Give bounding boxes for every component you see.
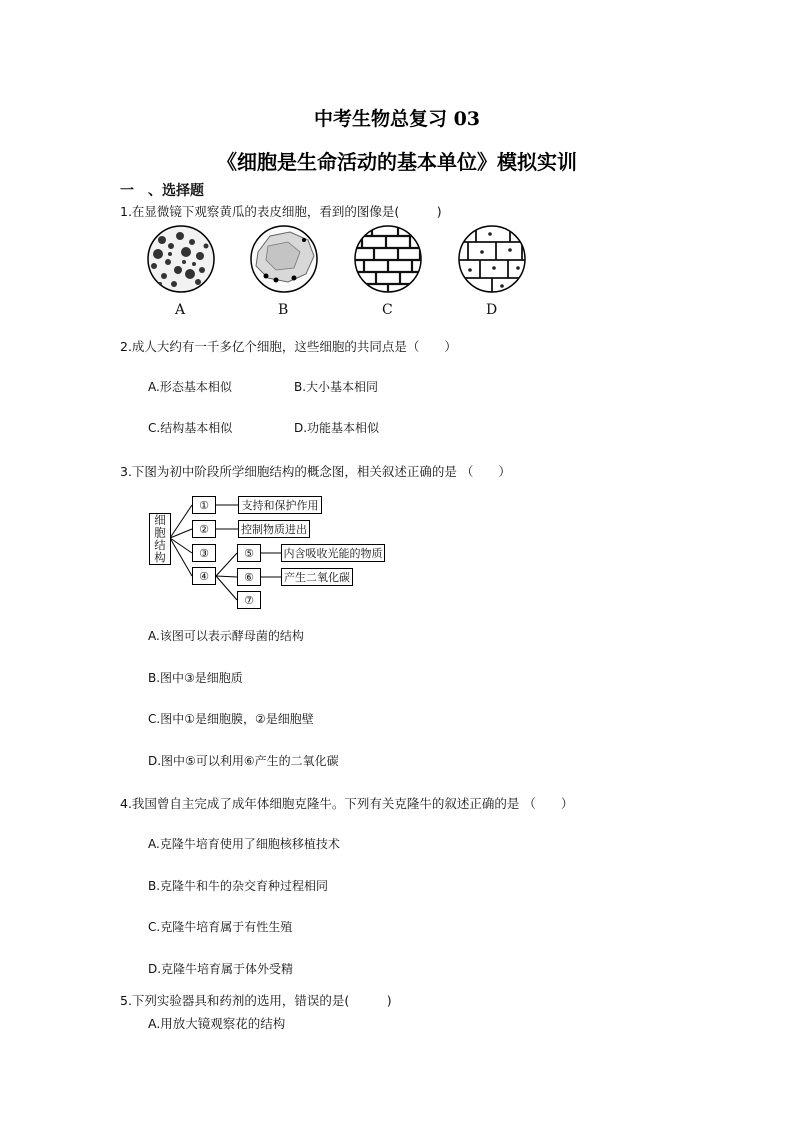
concept-desc-6: 产生二氧化碳 (281, 568, 353, 586)
question-4-option-b[interactable]: B.克隆牛和牛的杂交育种过程相同 (148, 879, 329, 893)
question-1-stem: 1.在显微镜下观察黄瓜的表皮细胞，看到的图像是( ) (120, 204, 442, 219)
concept-desc-1: 支持和保护作用 (238, 496, 322, 514)
concept-node-4: ④ (192, 567, 216, 585)
question-3-option-c[interactable]: C.图中①是细胞膜，②是细胞壁 (148, 712, 314, 726)
view-d-onion-epidermis-icon (454, 226, 532, 294)
section-heading: 一 、选择题 (120, 183, 204, 199)
question-5-option-a[interactable]: A.用放大镜观察花的结构 (148, 1016, 286, 1031)
page-subtitle: 《细胞是生命活动的基本单位》模拟实训 (217, 150, 577, 174)
question-3-option-d[interactable]: D.图中⑤可以利用⑥产生的二氧化碳 (148, 754, 339, 768)
view-a-blood-smear-icon (148, 226, 214, 292)
page-title: 中考生物总复习 03 (313, 108, 481, 130)
concept-desc-2: 控制物质进出 (238, 520, 310, 538)
question-5-stem: 5.下列实验器具和药剂的选用，错误的是( ) (120, 993, 392, 1008)
question-3-option-b[interactable]: B.图中③是细胞质 (148, 671, 243, 685)
view-b-cheek-cells-icon (251, 226, 317, 292)
question-2-option-b[interactable]: B.大小基本相同 (294, 380, 379, 394)
question-4-stem: 4.我国曾自主完成了成年体细胞克隆牛。下列有关克隆牛的叙述正确的是 （ ） (120, 796, 574, 811)
figure-label-a: A (175, 302, 186, 318)
question-3-stem: 3.下图为初中阶段所学细胞结构的概念图，相关叙述正确的是 （ ） (120, 464, 511, 479)
microscope-views (140, 222, 540, 322)
question-4-option-a[interactable]: A.克隆牛培育使用了细胞核移植技术 (148, 837, 340, 851)
concept-node-1: ① (192, 496, 216, 514)
concept-node-3: ③ (192, 544, 216, 562)
concept-desc-5: 内含吸收光能的物质 (281, 544, 385, 562)
concept-node-5: ⑤ (237, 544, 261, 562)
concept-node-6: ⑥ (237, 568, 261, 586)
figure-label-d: D (486, 302, 498, 318)
concept-map-root-label: 细胞结构 (153, 514, 167, 564)
cell-structure-concept-map (140, 490, 400, 612)
figure-label-b: B (278, 302, 289, 318)
view-c-brick-cells-icon (350, 226, 430, 294)
question-4-option-c[interactable]: C.克隆牛培育属于有性生殖 (148, 920, 293, 934)
question-2-option-c[interactable]: C.结构基本相似 (148, 421, 233, 435)
question-2-option-a[interactable]: A.形态基本相似 (148, 380, 232, 394)
question-1-figures (140, 222, 540, 322)
concept-node-2: ② (192, 520, 216, 538)
concept-node-7: ⑦ (237, 591, 261, 609)
concept-map-root (149, 513, 171, 565)
question-4-option-d[interactable]: D.克隆牛培育属于体外受精 (148, 962, 294, 976)
question-2-stem: 2.成人大约有一千多亿个细胞，这些细胞的共同点是（ ） (120, 339, 457, 354)
question-3-option-a[interactable]: A.该图可以表示酵母菌的结构 (148, 629, 304, 643)
figure-label-c: C (382, 302, 393, 318)
question-2-option-d[interactable]: D.功能基本相似 (294, 421, 380, 435)
